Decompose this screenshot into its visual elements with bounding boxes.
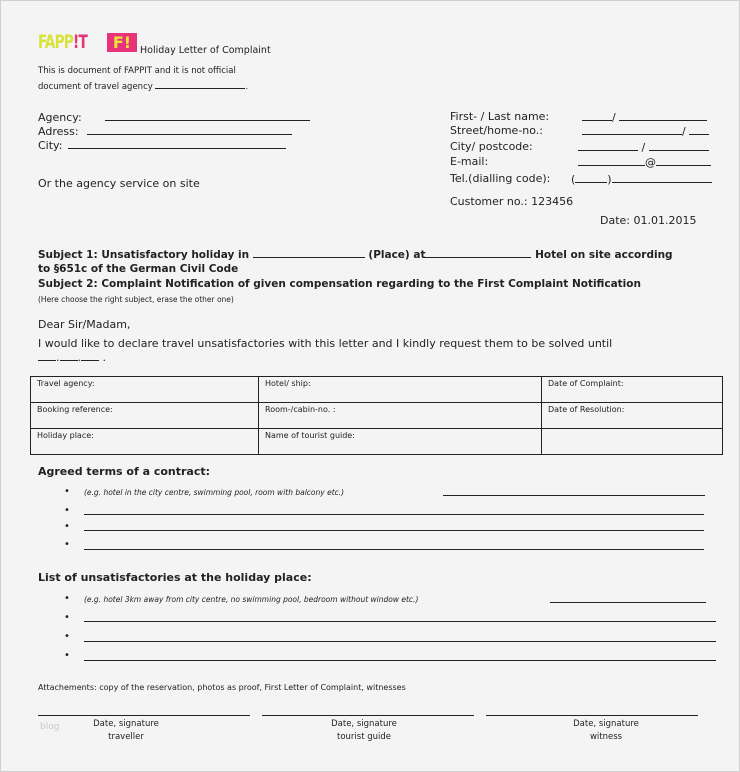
- city-field[interactable]: [38, 138, 286, 152]
- unsatisfactories-example: (e.g. hotel 3km away from city centre, no swimming pool, bedroom without window etc.): [84, 595, 419, 604]
- table-row: [31, 429, 723, 455]
- booking-reference-cell[interactable]: Booking reference:: [31, 403, 259, 429]
- body-text: I would like to declare travel unsatisfactories with this letter and I kindly request them to be solved until: [38, 337, 613, 350]
- signature-role: witness: [589, 732, 623, 742]
- fappit-logo: FAPP!T: [38, 31, 87, 53]
- watermark: blog: [40, 722, 60, 732]
- signature-label-witness: [500, 718, 712, 744]
- agency-field[interactable]: [38, 110, 310, 124]
- fappit-badge-logo: F!: [107, 33, 137, 52]
- salutation: Dear Sir/Madam,: [38, 318, 131, 331]
- agency-name-field[interactable]: [155, 78, 245, 89]
- disclaimer-text: document of travel agency: [38, 82, 153, 92]
- bullet: •: [64, 612, 70, 623]
- agreed-terms-heading: Agreed terms of a contract:: [38, 465, 211, 478]
- attachments-text: Attachements: copy of the reservation, photos as proof, First Letter of Complaint, witnesses: [38, 683, 406, 692]
- bullet: •: [64, 650, 70, 661]
- letter-date: Date: 01.01.2015: [600, 214, 697, 227]
- agency-label: Agency:: [38, 111, 82, 124]
- name-label: First- / Last name:: [450, 110, 550, 123]
- signature-label-tourist-guide: [258, 718, 470, 744]
- email-field[interactable]: @: [578, 155, 711, 169]
- subject-hint: (Here choose the right subject, erase the other one): [38, 295, 234, 304]
- table-row: [31, 377, 723, 403]
- subject-2: Subject 2: Complaint Notification of given compensation regarding to the First Complaint Notification: [38, 278, 641, 290]
- bullet: •: [64, 505, 70, 516]
- phone-label: Tel.(dialling code):: [450, 172, 551, 185]
- hotel-ship-cell[interactable]: Hotel/ ship:: [259, 377, 542, 403]
- holiday-place-cell[interactable]: Holiday place:: [31, 429, 259, 455]
- date-of-complaint-cell[interactable]: Date of Complaint:: [542, 377, 723, 403]
- street-label: Street/home-no.:: [450, 124, 543, 137]
- address-field[interactable]: [38, 124, 292, 138]
- signature-caption: Date, signature: [331, 719, 397, 729]
- agreed-term-line[interactable]: [443, 495, 705, 496]
- hotel-field[interactable]: [425, 247, 531, 258]
- unsatisfactories-heading: List of unsatisfactories at the holiday place:: [38, 571, 312, 584]
- bullet: •: [64, 486, 70, 497]
- customer-number: Customer no.: 123456: [450, 195, 574, 208]
- unsatisfactory-line[interactable]: [84, 660, 716, 661]
- table-row: [31, 403, 723, 429]
- disclaimer-line-2: document of travel agency .: [38, 78, 248, 92]
- subject-1: [38, 247, 673, 261]
- subject-1-hotel: Hotel on site according: [535, 249, 673, 261]
- tourist-guide-cell[interactable]: Name of tourist guide:: [259, 429, 542, 455]
- signature-line-tourist-guide[interactable]: [262, 715, 474, 716]
- subject-1-law: to §651c of the German Civil Code: [38, 263, 239, 275]
- empty-cell[interactable]: [542, 429, 723, 455]
- agreed-term-line[interactable]: [84, 549, 704, 550]
- unsatisfactory-line[interactable]: [84, 641, 716, 642]
- city-label: City:: [38, 139, 63, 152]
- disclaimer-line-1: This is document of FAPPIT and it is not official: [38, 66, 236, 76]
- booking-details-table: [30, 376, 723, 455]
- bullet: •: [64, 539, 70, 550]
- travel-agency-cell[interactable]: Travel agency:: [31, 377, 259, 403]
- bullet: •: [64, 593, 70, 604]
- bullet: •: [64, 631, 70, 642]
- email-label: E-mail:: [450, 155, 489, 168]
- signature-caption: Date, signature: [573, 719, 639, 729]
- document-title: Holiday Letter of Complaint: [140, 45, 271, 56]
- date-of-resolution-cell[interactable]: Date of Resolution:: [542, 403, 723, 429]
- signature-line-witness[interactable]: [486, 715, 698, 716]
- room-cabin-cell[interactable]: Room-/cabin-no. :: [259, 403, 542, 429]
- unsatisfactory-line[interactable]: [550, 602, 706, 603]
- city-postcode-field[interactable]: /: [578, 140, 709, 154]
- agreed-terms-example: (e.g. hotel in the city centre, swimming pool, room with balcony etc.): [84, 488, 345, 497]
- subject-1-text: Subject 1: Unsatisfactory holiday in: [38, 249, 250, 261]
- unsatisfactory-line[interactable]: [84, 621, 716, 622]
- signature-role: tourist guide: [336, 732, 391, 742]
- resolution-date-field[interactable]: . . .: [38, 350, 106, 364]
- agreed-term-line[interactable]: [84, 530, 704, 531]
- signature-line-traveller[interactable]: [38, 715, 250, 716]
- street-field[interactable]: /: [582, 124, 709, 138]
- signature-caption: Date, signature: [93, 719, 159, 729]
- signature-role: traveller: [108, 732, 144, 742]
- agency-service-text: Or the agency service on site: [38, 177, 200, 190]
- place-field[interactable]: [253, 247, 365, 258]
- bullet: •: [64, 521, 70, 532]
- city-postcode-label: City/ postcode:: [450, 140, 533, 153]
- phone-field[interactable]: ( ): [571, 172, 712, 186]
- subject-1-place: (Place) at: [368, 249, 426, 261]
- signature-label-traveller: [20, 718, 232, 744]
- agreed-term-line[interactable]: [84, 514, 704, 515]
- name-field[interactable]: /: [582, 110, 707, 124]
- address-label: Adress:: [38, 125, 79, 138]
